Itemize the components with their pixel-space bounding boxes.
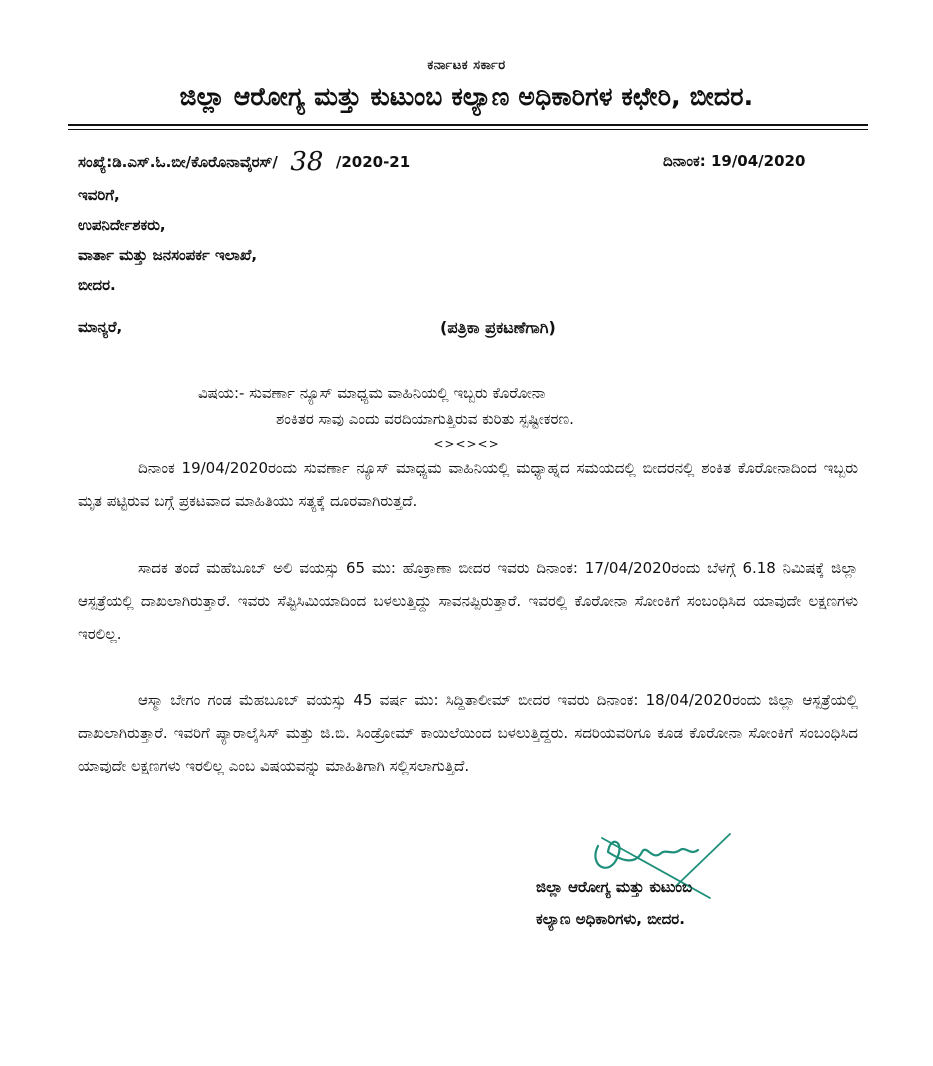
addressee-department: ವಾರ್ತಾ ಮತ್ತು ಜನಸಂಪರ್ಕ ಇಲಾಖೆ, bbox=[78, 246, 258, 264]
separator-marks: <><><> bbox=[433, 437, 500, 451]
letter-date: ದಿನಾಂಕ: 19/04/2020 bbox=[663, 152, 806, 170]
press-note: (ಪತ್ರಿಕಾ ಪ್ರಕಟಣೆಗಾಗಿ) bbox=[440, 318, 556, 337]
reference-prefix: ಸಂಖ್ಯೆ:ಡಿ.ಎಸ್.ಓ.ಬೀ/ಕೊರೊನಾವೈರಸ್/ bbox=[78, 153, 278, 171]
reference-number bbox=[78, 147, 411, 177]
body-paragraph-2: ಸಾದಕ ತಂದೆ ಮಹೆಬೂಬ್ ಅಲಿ ವಯಸ್ಸು 65 ಮು: ಹೊಕ್ರಾಣಾ ಬೀದರ ಇವರು ದಿನಾಂಕ: 17/04/2020ರಂದು ಬೆಳಗ್ಗೆ 6.18 ನಿಮಿಷಕ್ಕೆ ಜಿಲ್ಲಾ ಆಸ್ಪತ್ರೆಯಲ್ಲಿ ದಾಖಲಾಗಿರುತ್ತಾರೆ. ಇವರು ಸೆಪ್ಟಿಸಿಮಿಯಾದಿಂದ ಬಳಲುತ್ತಿದ್ದು ಸಾವನಪ್ಪಿರುತ್ತಾರೆ. ಇವರಲ್ಲಿ ಕೊರೋನಾ ಸೋಂಕಿಗೆ ಸಂಬಂಧಿಸಿದ ಯಾವುದೇ ಲಕ್ಷಣಗಳು ಇರಲಿಲ್ಲ. bbox=[78, 559, 858, 643]
salutation: ಮಾನ್ಯರೆ, bbox=[78, 318, 123, 336]
addressee-designation: ಉಪನಿರ್ದೇಶಕರು, bbox=[78, 216, 166, 234]
body-paragraph-1: ದಿನಾಂಕ 19/04/2020ರಂದು ಸುವರ್ಣಾ ನ್ಯೂಸ್ ಮಾಧ್ಯಮ ವಾಹಿನಿಯಲ್ಲಿ ಮಧ್ಯಾಹ್ನದ ಸಮಯದಲ್ಲಿ ಬೀದರನಲ್ಲಿ ಶಂಕಿತ ಕೊರೋನಾದಿಂದ ಇಬ್ಬರು ಮೃತ ಪಟ್ಟಿರುವ ಬಗ್ಗೆ ಪ್ರಕಟವಾದ ಮಾಹಿತಿಯು ಸತ್ಯಕ್ಕೆ ದೂರವಾಗಿರುತ್ತದೆ. bbox=[78, 459, 858, 510]
subject-line-2: ಶಂಕಿತರ ಸಾವು ಎಂದು ವರದಿಯಾಗುತ್ತಿರುವ ಕುರಿತು ಸ್ಪಷ್ಟೀಕರಣ. bbox=[276, 410, 574, 428]
government-name: ಕರ್ನಾಟಕ ಸರ್ಕಾರ bbox=[427, 58, 506, 73]
signatory-line-2: ಕಲ್ಯಾಣ ಅಧಿಕಾರಿಗಳು, ಬೀದರ. bbox=[536, 910, 685, 928]
header-rule-thick bbox=[68, 124, 868, 126]
reference-year: /2020-21 bbox=[335, 153, 411, 171]
subject-line-1: ವಿಷಯ:- ಸುವರ್ಣಾ ನ್ಯೂಸ್ ಮಾಧ್ಯಮ ವಾಹಿನಿಯಲ್ಲಿ ಇಬ್ಬರು ಕೊರೋನಾ bbox=[198, 384, 546, 402]
body-paragraph-3: ಆಸ್ಮಾ ಬೇಗಂ ಗಂಡ ಮೆಹಬೂಬ್ ವಯಸ್ಸು 45 ವರ್ಷ ಮು: ಸಿದ್ದಿತಾಲೀಮ್ ಬೀದರ ಇವರು ದಿನಾಂಕ: 18/04/2020ರಂದು ಜಿಲ್ಲಾ ಆಸ್ಪತ್ರೆಯಲ್ಲಿ ದಾಖಲಾಗಿರುತ್ತಾರೆ. ಇವರಿಗೆ ಪ್ಯಾರಾಲೈಸಿಸ್ ಮತ್ತು ಜಿ.ಬಿ. ಸಿಂಡ್ರೋಮ್ ಕಾಯಿಲೆಯಿಂದ ಬಳಲುತ್ತಿದ್ದರು. ಸದರಿಯವರಿಗೂ ಕೂಡ ಕೊರೋನಾ ಸೋಂಕಿಗೆ ಸಂಬಂಧಿಸಿದ ಯಾವುದೇ ಲಕ್ಷಣಗಳು ಇರಲಿಲ್ಲ ಎಂಬ ವಿಷಯವನ್ನು ಮಾಹಿತಿಗಾಗಿ ಸಲ್ಲಿಸಲಾಗುತ್ತಿದೆ. bbox=[78, 691, 858, 775]
office-title: ಜಿಲ್ಲಾ ಆರೋಗ್ಯ ಮತ್ತು ಕುಟುಂಬ ಕಲ್ಯಾಣ ಅಧಿಕಾರಿಗಳ ಕಛೇರಿ, ಬೀದರ. bbox=[179, 82, 754, 111]
addressee-to: ಇವರಿಗೆ, bbox=[78, 186, 120, 204]
handwritten-reference-number: 38 bbox=[290, 147, 324, 177]
signatory-line-1: ಜಿಲ್ಲಾ ಆರೋಗ್ಯ ಮತ್ತು ಕುಟುಂಬ bbox=[536, 878, 693, 896]
addressee-place: ಬೀದರ. bbox=[78, 276, 116, 294]
header-rule-thin bbox=[68, 129, 868, 130]
